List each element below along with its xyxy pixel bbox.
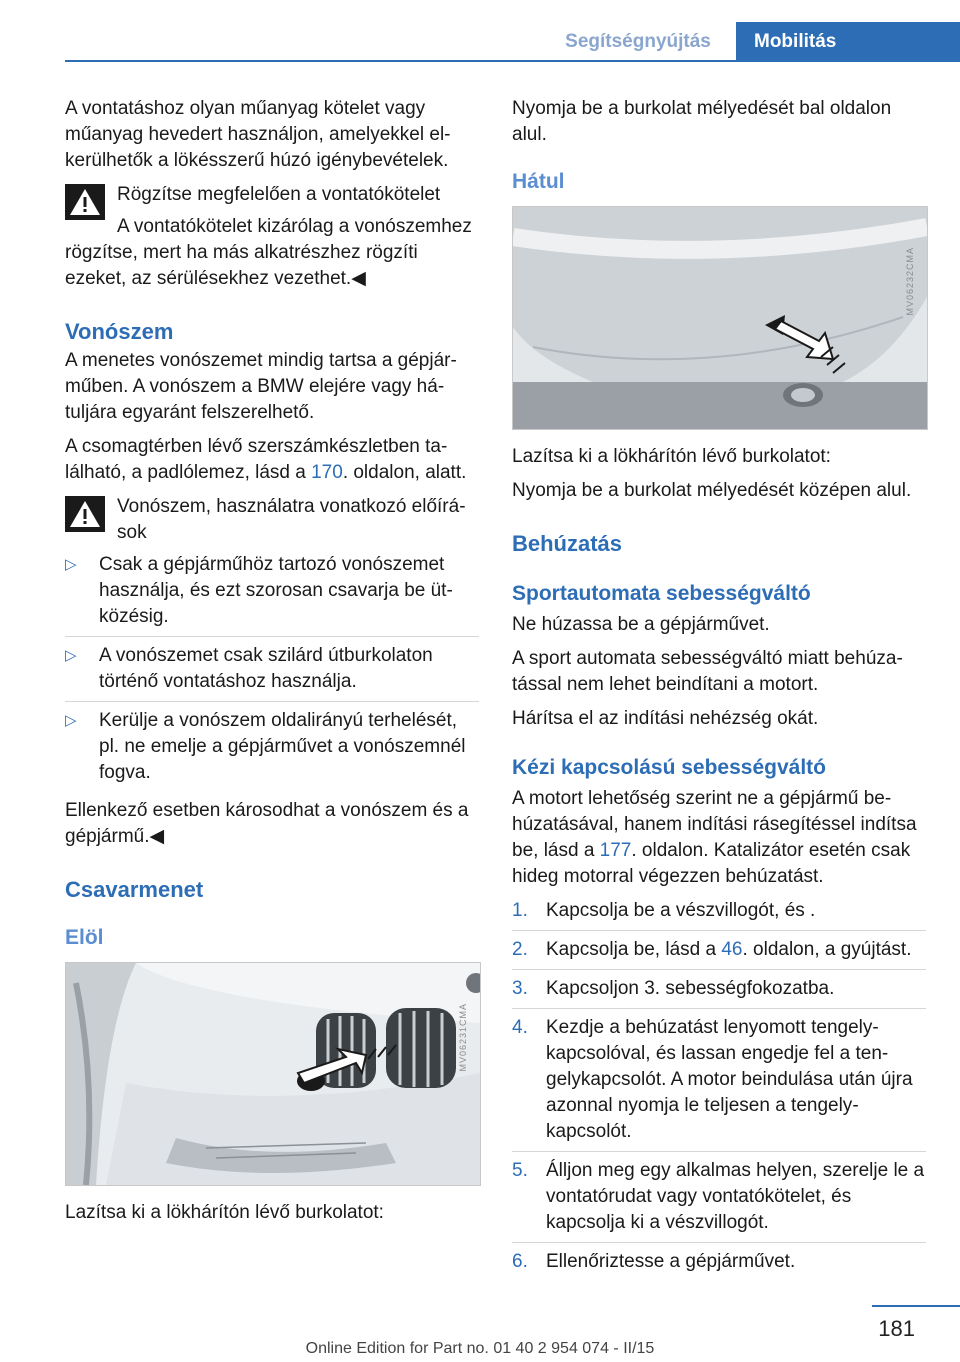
page-link-177[interactable]: 177 <box>599 840 632 861</box>
steps-list <box>512 898 926 1281</box>
rear-bumper-illustration <box>513 207 927 429</box>
paragraph-fix-cause: Hárítsa el az indítási nehézség okát. <box>512 708 819 729</box>
list-item: 2. Kapcsolja be, lásd a 46. oldalon, a gyújtást. <box>512 937 926 970</box>
page-link-46[interactable]: 46 <box>721 939 743 960</box>
heading-hatul: Hátul <box>512 170 565 193</box>
breadcrumb-section[interactable]: Segítségnyújtás <box>565 31 711 52</box>
heading-vonoszem: Vonószem <box>65 319 174 344</box>
heading-elol: Elöl <box>65 926 104 949</box>
breadcrumb-chapter[interactable]: Mobilitás <box>736 22 960 62</box>
toolkit-text-b: . oldalon, alatt. <box>342 462 467 483</box>
paragraph-sport-reason: A sport automata sebességváltó miatt behúzatással nem lehet beindítani a motort. <box>512 648 903 695</box>
heading-manual-gearbox: Kézi kapcsolású sebességváltó <box>512 756 826 779</box>
page-header <box>0 0 960 62</box>
triangle-bullet-icon: ▷ <box>65 556 77 573</box>
paragraph-otherwise: Ellenkező esetben károsodhat a vonószem és a gépjármű.◀ <box>65 800 469 847</box>
rules-list <box>65 552 479 792</box>
list-item: ▷ Csak a gépjárműhöz tartozó vonószemet használja, és ezt szorosan csavarja be ütközésig. <box>65 552 479 637</box>
warning-title: Vonószem, használatra vonatkozó előírások <box>117 496 466 543</box>
paragraph-manual: A motort lehetőség szerint ne a gépjármű behúzatásával, hanem indítási rásegítéssel indítsa be, lásd a 177. oldalon. Katalizátor esetén csak hideg motorral végezzen behúzatást. <box>512 788 917 887</box>
caption-rear: Lazítsa ki a lökhárítón lévő burkolatot: <box>512 446 831 467</box>
left-column <box>65 96 479 1234</box>
paragraph-vonoszem: A menetes vonószemet mindig tartsa a gépjárműben. A vonószem a BMW elejére vagy hátuljára egyaránt felszerelhető. <box>65 350 457 423</box>
list-item: 5. Álljon meg egy alkalmas helyen, szerelje le a vontatórudat vagy vontatókötelet, és kapcsolja ki a vészvillogót. <box>512 1158 926 1243</box>
paragraph-toolkit <box>65 434 479 486</box>
warning-icon <box>65 184 105 220</box>
figure-code: MV06232CMA <box>905 247 915 316</box>
heading-sport-automatic: Sportautomata sebességváltó <box>512 582 811 605</box>
warning-body: A vontatókötelet kizárólag a vonószemhez rögzítse, mert ha más alkatrészhez rögzíti ezeket, az sérülésekhez vezethet.◀ <box>65 216 472 289</box>
heading-behuzatas: Behúzatás <box>512 531 623 556</box>
warning-block-vonoszem <box>65 494 479 546</box>
front-bumper-illustration <box>66 963 480 1185</box>
triangle-bullet-icon: ▷ <box>65 712 77 729</box>
footer-rule <box>872 1305 960 1307</box>
list-item: 4. Kezdje a behúzatást lenyomott tengelykapcsolóval, és lassan engedje fel a tengelykapcsolót. A motor beindulása után újra azonnal nyomja le teljesen a tengelykapcsolót. <box>512 1015 926 1152</box>
paragraph-press-center: Nyomja be a burkolat mélyedését középen alul. <box>512 480 912 501</box>
heading-csavarmenet: Csavarmenet <box>65 877 204 902</box>
front-bumper-figure <box>65 962 481 1186</box>
triangle-bullet-icon: ▷ <box>65 647 77 664</box>
warning-icon <box>65 496 105 532</box>
right-column <box>512 96 926 1287</box>
list-item: ▷ A vonószemet csak szilárd útburkolaton történő vontatáshoz használja. <box>65 643 479 702</box>
rear-bumper-figure <box>512 206 928 430</box>
paragraph-no-tow: Ne húzassa be a gépjárművet. <box>512 614 770 635</box>
list-item: 6. Ellenőriztesse a gépjárművet. <box>512 1251 796 1272</box>
header-rule <box>65 60 960 62</box>
warning-block-rope <box>65 182 479 208</box>
list-item: 1. Kapcsolja be a vészvillogót, és . <box>512 898 926 931</box>
edition-line: Online Edition for Part no. 01 40 2 954 074 - II/15 <box>305 1340 655 1357</box>
warning-title: Rögzítse megfelelően a vontatókötelet <box>117 184 441 205</box>
paragraph-press-left: Nyomja be a burkolat mélyedését bal oldalon alul. <box>512 98 892 145</box>
page-number: 181 <box>878 1316 915 1341</box>
caption-front: Lazítsa ki a lökhárítón lévő burkolatot: <box>65 1202 384 1223</box>
list-item: ▷ Kerülje a vonószem oldalirányú terhelését, pl. ne emelje a gépjárművet a vonószemnél fogva. <box>65 710 466 783</box>
page-link-170[interactable]: 170 <box>311 462 343 483</box>
intro-paragraph: A vontatáshoz olyan műanyag kötelet vagy műanyag hevedert használjon, amelyekkel elkerülhetők a lökésszerű húzó igénybevételek. <box>65 98 451 171</box>
figure-code: MV06231CMA <box>458 1003 468 1072</box>
list-item: 3. Kapcsoljon 3. sebességfokozatba. <box>512 976 926 1009</box>
toolkit-text-a: A csomagtérben lévő szerszámkészletben található, a padlólemez, lásd a <box>65 436 448 483</box>
